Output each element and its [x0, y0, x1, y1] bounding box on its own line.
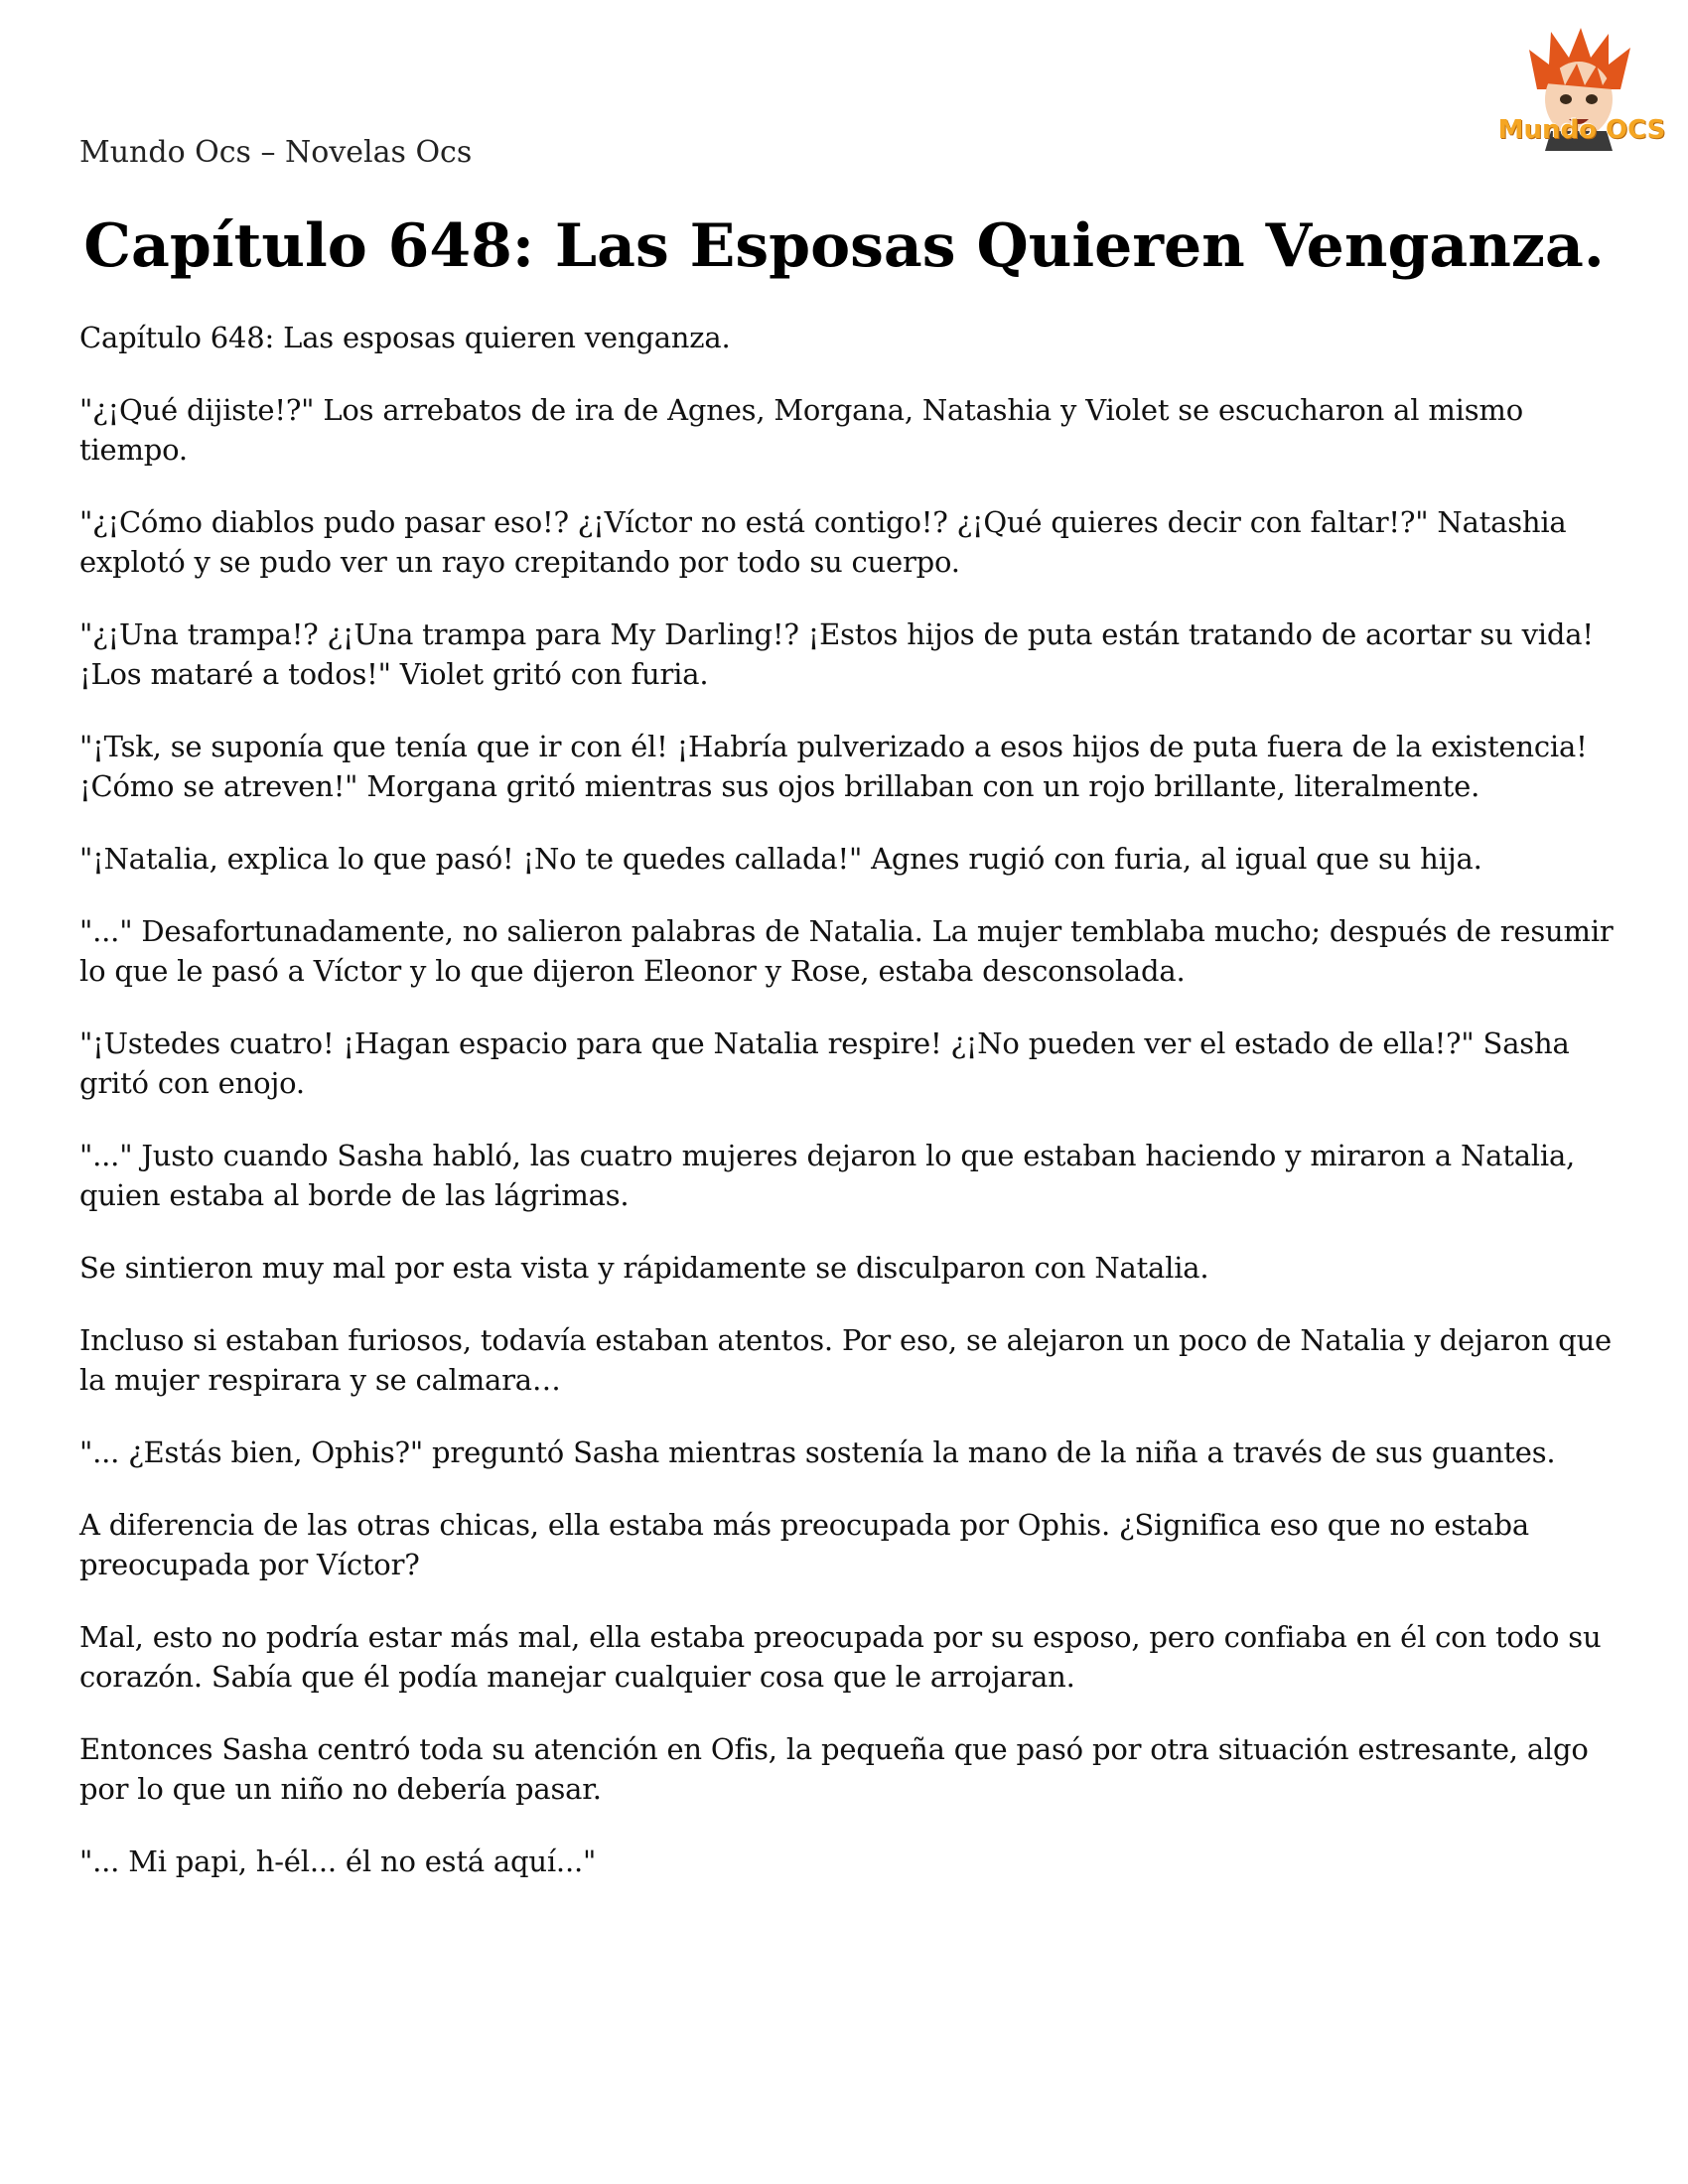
paragraph: Entonces Sasha centró toda su atención en Ofis, la pequeña que pasó por otra situación estresante, algo por lo que un niño no debería pasar.: [79, 1732, 1589, 1806]
paragraph: "¡Tsk, se suponía que tenía que ir con él! ¡Habría pulverizado a esos hijos de puta fuera de la existencia! ¡Cómo se atreven!" Morgana gritó mientras sus ojos brillaban con un rojo brillante, literalmente.: [79, 730, 1588, 803]
paragraph: A diferencia de las otras chicas, ella estaba más preocupada por Ophis. ¿Significa eso que no estaba preocupada por Víctor?: [79, 1508, 1529, 1581]
paragraph: "¿¡Cómo diablos pudo pasar eso!? ¿¡Víctor no está contigo!? ¿¡Qué quieres decir con faltar!?" Natashia explotó y se pudo ver un rayo crepitando por todo su cuerpo.: [79, 505, 1567, 579]
paragraph: Mal, esto no podría estar más mal, ella estaba preocupada por su esposo, pero confiaba en él con todo su corazón. Sabía que él podía manejar cualquier cosa que le arrojaran.: [79, 1620, 1602, 1694]
paragraph: "..." Desafortunadamente, no salieron palabras de Natalia. La mujer temblaba mucho; después de resumir lo que le pasó a Víctor y lo que dijeron Eleonor y Rose, estaba desconsolada.: [79, 914, 1614, 988]
site-label: Mundo Ocs – Novelas Ocs: [79, 135, 473, 170]
paragraph: "¡Natalia, explica lo que pasó! ¡No te quedes callada!" Agnes rugió con furia, al igual que su hija.: [79, 842, 1482, 876]
logo-text: Mundo OCS: [1497, 115, 1666, 145]
anime-character-logo-icon: [1489, 20, 1668, 169]
paragraph: "¿¡Qué dijiste!?" Los arrebatos de ira de Agnes, Morgana, Natashia y Violet se escucharon al mismo tiempo.: [79, 393, 1523, 467]
chapter-body: [79, 318, 1628, 1914]
paragraph: Incluso si estaban furiosos, todavía estaban atentos. Por eso, se alejaron un poco de Natalia y dejaron que la mujer respirara y se calmara…: [79, 1323, 1613, 1397]
paragraph: "..." Justo cuando Sasha habló, las cuatro mujeres dejaron lo que estaban haciendo y miraron a Natalia, quien estaba al borde de las lágrimas.: [79, 1139, 1576, 1212]
paragraph: Se sintieron muy mal por esta vista y rápidamente se disculparon con Natalia.: [79, 1251, 1209, 1285]
paragraph: Capítulo 648: Las esposas quieren venganza.: [79, 321, 731, 354]
paragraph: "... Mi papi, h-él... él no está aquí...": [79, 1844, 597, 1878]
paragraph: "¿¡Una trampa!? ¿¡Una trampa para My Darling!? ¡Estos hijos de puta están tratando de acortar su vida! ¡Los mataré a todos!" Violet gritó con furia.: [79, 617, 1594, 691]
site-logo: [1489, 20, 1668, 169]
paragraph: "¡Ustedes cuatro! ¡Hagan espacio para que Natalia respire! ¿¡No pueden ver el estado de ella!?" Sasha gritó con enojo.: [79, 1026, 1570, 1100]
paragraph: "... ¿Estás bien, Ophis?" preguntó Sasha mientras sostenía la mano de la niña a través de sus guantes.: [79, 1435, 1556, 1469]
chapter-title: Capítulo 648: Las Esposas Quieren Venganza.: [83, 211, 1605, 281]
